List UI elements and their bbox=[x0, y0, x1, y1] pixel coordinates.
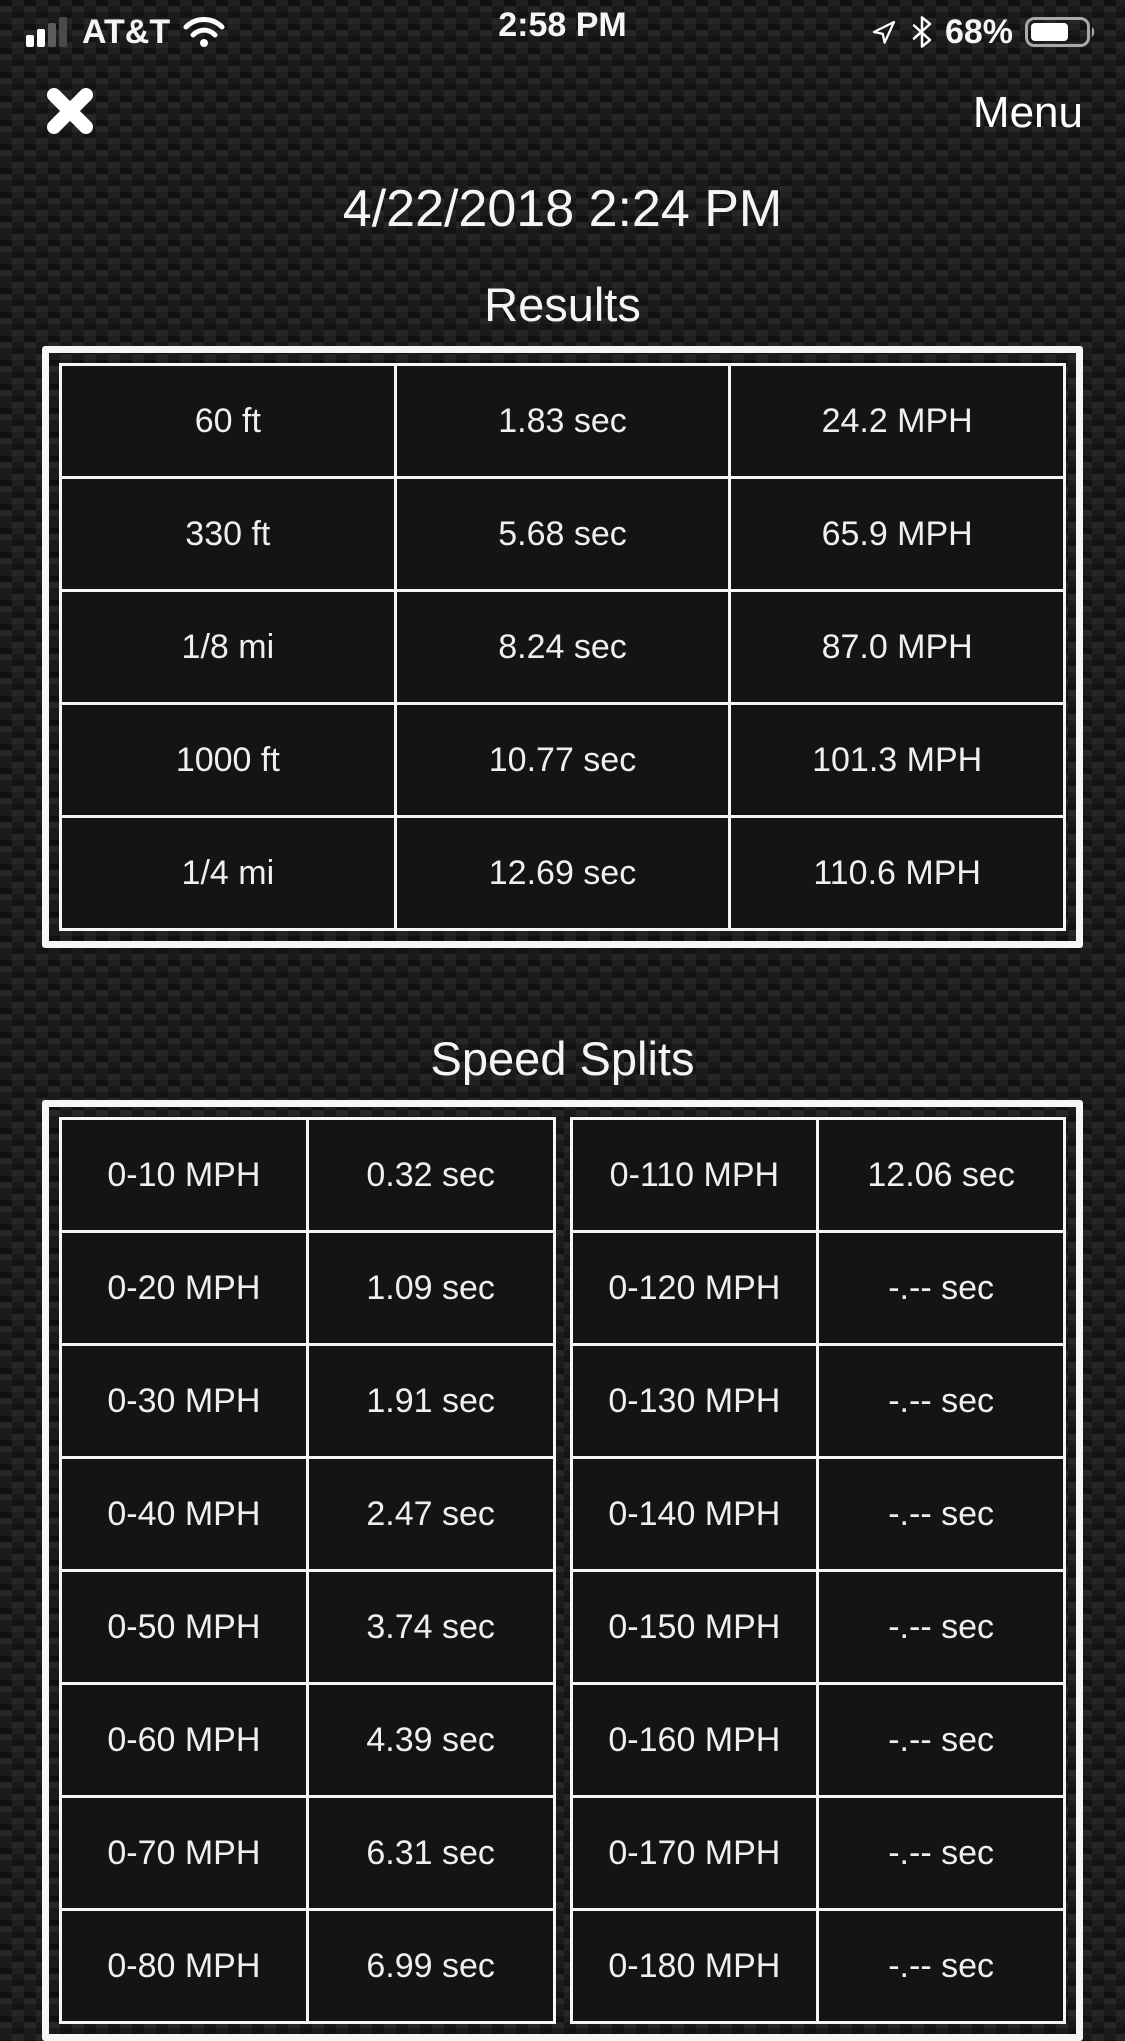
speed-split-cell: 0-70 MPH bbox=[62, 1798, 306, 1908]
speed-split-cell: -.-- sec bbox=[819, 1798, 1063, 1908]
battery-percent-label: 68% bbox=[944, 12, 1013, 51]
speed-split-cell: 0-140 MPH bbox=[573, 1459, 817, 1569]
speed-split-cell: 0-30 MPH bbox=[62, 1346, 306, 1456]
results-cell: 1/8 mi bbox=[62, 592, 394, 702]
speed-split-cell: -.-- sec bbox=[819, 1572, 1063, 1682]
speed-split-cell: 3.74 sec bbox=[309, 1572, 553, 1682]
speed-split-cell: 0-20 MPH bbox=[62, 1233, 306, 1343]
speed-split-cell: 0-150 MPH bbox=[573, 1572, 817, 1682]
speed-split-cell: 0.32 sec bbox=[309, 1120, 553, 1230]
speed-split-cell: 0-120 MPH bbox=[573, 1233, 817, 1343]
speed-split-cell: 0-40 MPH bbox=[62, 1459, 306, 1569]
results-cell: 5.68 sec bbox=[397, 479, 729, 589]
speed-split-cell: 0-130 MPH bbox=[573, 1346, 817, 1456]
results-cell: 110.6 MPH bbox=[731, 818, 1063, 928]
speed-split-cell: 0-10 MPH bbox=[62, 1120, 306, 1230]
speed-splits-left-table bbox=[59, 1117, 556, 2024]
speed-split-cell: 0-80 MPH bbox=[62, 1911, 306, 2021]
results-cell: 1000 ft bbox=[62, 705, 394, 815]
speed-split-cell: 0-170 MPH bbox=[573, 1798, 817, 1908]
carrier-label: AT&T bbox=[82, 12, 171, 51]
results-cell: 87.0 MPH bbox=[731, 592, 1063, 702]
close-button[interactable] bbox=[42, 85, 98, 141]
results-cell: 10.77 sec bbox=[397, 705, 729, 815]
speed-splits-table bbox=[59, 1117, 1066, 2024]
speed-splits-right-table bbox=[570, 1117, 1067, 2024]
speed-split-cell: 0-60 MPH bbox=[62, 1685, 306, 1795]
speed-split-cell: -.-- sec bbox=[819, 1911, 1063, 2021]
results-cell: 12.69 sec bbox=[397, 818, 729, 928]
speed-split-cell: 0-160 MPH bbox=[573, 1685, 817, 1795]
speed-split-cell: -.-- sec bbox=[819, 1459, 1063, 1569]
results-cell: 1/4 mi bbox=[62, 818, 394, 928]
speed-split-cell: 4.39 sec bbox=[309, 1685, 553, 1795]
speed-splits-table-frame bbox=[42, 1100, 1083, 2041]
menu-button[interactable]: Menu bbox=[972, 88, 1083, 137]
results-cell: 24.2 MPH bbox=[731, 366, 1063, 476]
header-bar bbox=[0, 82, 1125, 144]
clock-time: 2:58 PM bbox=[498, 6, 627, 44]
speed-split-cell: 1.09 sec bbox=[309, 1233, 553, 1343]
results-cell: 60 ft bbox=[62, 366, 394, 476]
run-datetime-title: 4/22/2018 2:24 PM bbox=[342, 180, 783, 238]
speed-split-cell: 6.99 sec bbox=[309, 1911, 553, 2021]
results-heading: Results bbox=[484, 278, 641, 331]
status-bar bbox=[0, 0, 1125, 58]
speed-split-cell: -.-- sec bbox=[819, 1685, 1063, 1795]
speed-split-cell: 1.91 sec bbox=[309, 1346, 553, 1456]
speed-split-cell: 0-180 MPH bbox=[573, 1911, 817, 2021]
results-cell: 65.9 MPH bbox=[731, 479, 1063, 589]
results-table bbox=[59, 363, 1066, 931]
close-icon bbox=[43, 84, 97, 143]
results-cell: 101.3 MPH bbox=[731, 705, 1063, 815]
speed-split-cell: -.-- sec bbox=[819, 1233, 1063, 1343]
results-cell: 330 ft bbox=[62, 479, 394, 589]
results-table-frame bbox=[42, 346, 1083, 948]
speed-split-cell: -.-- sec bbox=[819, 1346, 1063, 1456]
speed-split-cell: 12.06 sec bbox=[819, 1120, 1063, 1230]
speed-split-cell: 0-50 MPH bbox=[62, 1572, 306, 1682]
results-cell: 1.83 sec bbox=[397, 366, 729, 476]
speed-split-cell: 0-110 MPH bbox=[573, 1120, 817, 1230]
speed-split-cell: 2.47 sec bbox=[309, 1459, 553, 1569]
speed-splits-heading: Speed Splits bbox=[430, 1032, 695, 1085]
speed-split-cell: 6.31 sec bbox=[309, 1798, 553, 1908]
results-cell: 8.24 sec bbox=[397, 592, 729, 702]
